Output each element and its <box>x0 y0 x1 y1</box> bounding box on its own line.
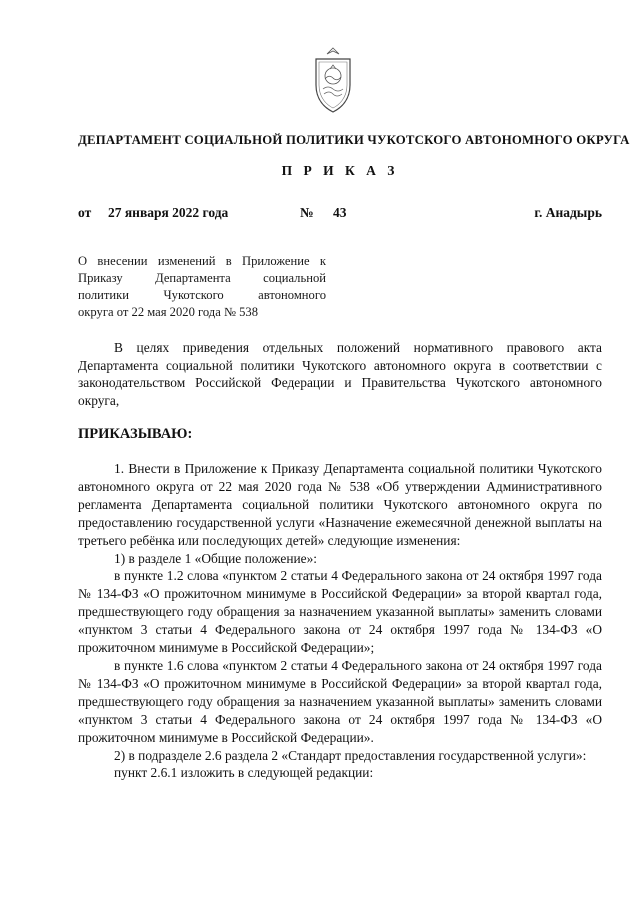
order-number: 43 <box>333 205 347 220</box>
body-paragraph: в пункте 1.6 слова «пунктом 2 статьи 4 Федерального закона от 24 октября 1997 года № 134-ФЗ «О прожиточном минимуме в Российской Федерации» за второй квартал года, предшествующего году обращения за назначением указанной выплаты» заменить словами «пунктом 3 статьи 4 Федерального закона от 24 октября 1997 года № 134-ФЗ «О прожиточном минимуме в Российской Федерации». <box>78 657 602 745</box>
order-body <box>78 460 602 782</box>
date-prefix: от <box>78 205 92 220</box>
preamble-paragraph: В целях приведения отдельных положений нормативного правового акта Департамента социальной политики Чукотского автономного округа в соответствии с законодательством Российской Федерации и Правительства Чукотского автономного округа, <box>78 340 602 409</box>
body-paragraph: в пункте 1.2 слова «пунктом 2 статьи 4 Федерального закона от 24 октября 1997 года № 134-ФЗ «О прожиточном минимуме в Российской Федерации» за второй квартал года, предшествующего году обращения за назначением указанной выплаты» заменить словами «пунктом 3 статьи 4 Федерального закона от 24 октября 1997 года № 134-ФЗ «О прожиточном минимуме в Российской Федерации»; <box>78 568 602 656</box>
order-subject <box>78 253 326 321</box>
coat-of-arms-icon <box>310 45 356 117</box>
order-date: 27 января 2022 года <box>108 205 229 220</box>
decree-heading: ПРИКАЗЫВАЮ: <box>78 426 193 442</box>
subject-line: округа от 22 мая 2020 года № 538 <box>78 305 259 319</box>
number-sign: № <box>300 205 314 220</box>
subject-line: политики Чукотского автономного <box>78 288 326 302</box>
body-paragraph: 1. Внести в Приложение к Приказу Департамента социальной политики Чукотского автономного округа от 22 мая 2020 года № 538 «Об утверждении Административного регламента Департамента социальной политики Чукотского автономного округа по предоставлению государственной услуги «Назначение ежемесячной денежной выплаты на третьего ребёнка или последующих детей» следующие изменения: <box>78 461 602 548</box>
order-title: П Р И К А З <box>281 163 399 178</box>
body-paragraph: 2) в подразделе 2.6 раздела 2 «Стандарт предоставления государственной услуги»: <box>114 747 587 763</box>
body-paragraph: 1) в разделе 1 «Общие положение»: <box>114 550 318 566</box>
department-name: ДЕПАРТАМЕНТ СОЦИАЛЬНОЙ ПОЛИТИКИ ЧУКОТСКОГО АВТОНОМНОГО ОКРУГА <box>78 133 630 147</box>
city: г. Анадырь <box>534 205 602 220</box>
subject-line: Приказу Департамента социальной <box>78 271 326 285</box>
subject-line: О внесении изменений в Приложение к <box>78 254 326 268</box>
body-paragraph: пункт 2.6.1 изложить в следующей редакции: <box>114 765 374 781</box>
